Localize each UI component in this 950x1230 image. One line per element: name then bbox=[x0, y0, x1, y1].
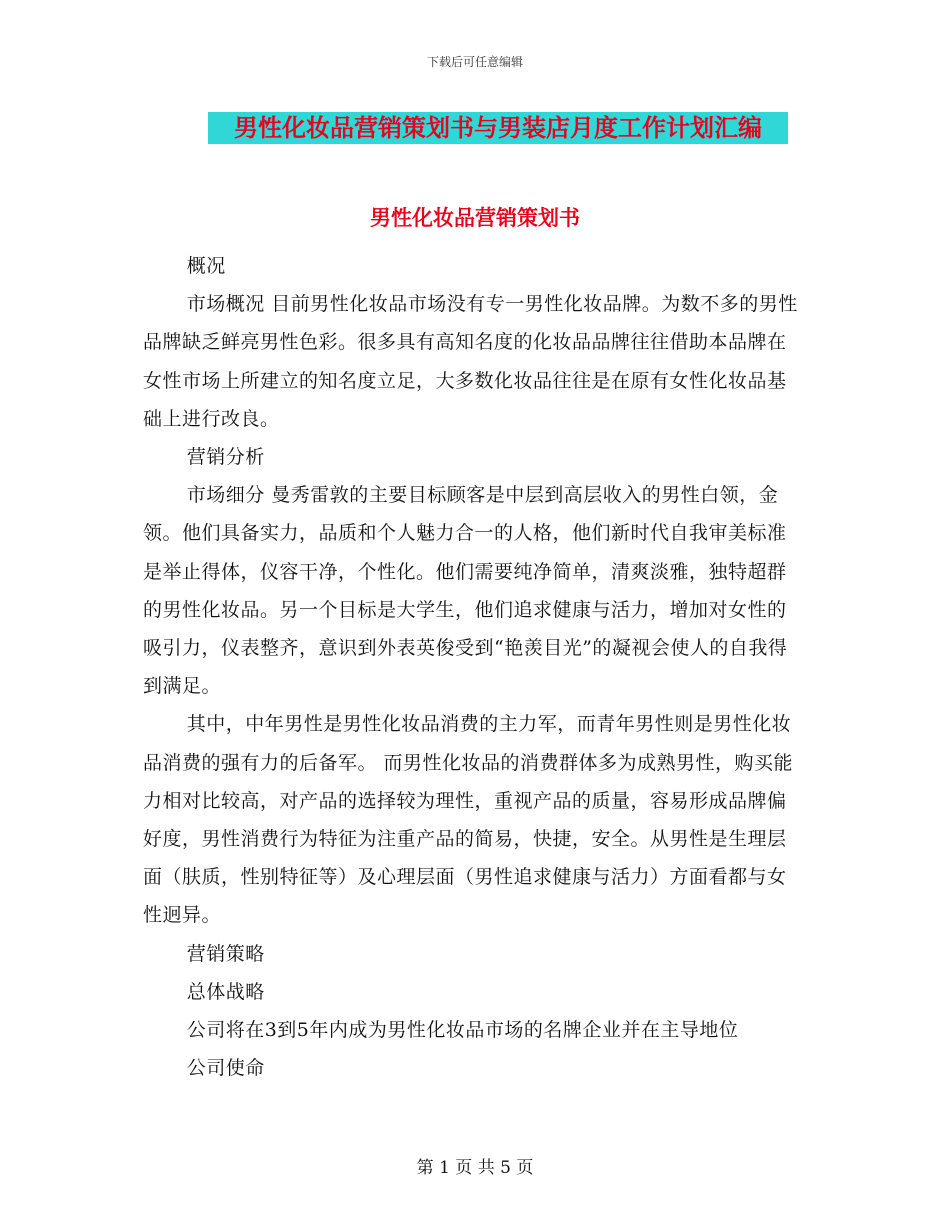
paragraph-overall-strategy-heading: 总体战略 bbox=[186, 980, 265, 1003]
section-title: 男性化妆品营销策划书 bbox=[370, 205, 580, 230]
paragraph-marketing-analysis-heading: 营销分析 bbox=[186, 446, 265, 469]
document-body bbox=[143, 247, 799, 1087]
paragraph-marketing-strategy-heading: 营销策略 bbox=[186, 942, 265, 965]
document-title: 男性化妆品营销策划书与男装店月度工作计划汇编 bbox=[208, 112, 788, 144]
paragraph-consumer-groups: 其中，中年男性是男性化妆品消费的主力军，而青年男性则是男性化妆品消费的强有力的后备军。 而男性化妆品的消费群体多为成熟男性，购买能力相对比较高，对产品的选择较为理性，重视产品的质量，容易形成品牌偏好度，男性消费行为特征为注重产品的简易，快捷，安全。从男性是生理层面（肤质，性别特征等）及心理层面（男性追求健康与活力）方面看都与女性迥异。 bbox=[143, 713, 794, 927]
header-note: 下载后可任意编辑 bbox=[426, 55, 523, 69]
paragraph-company-mission-heading: 公司使命 bbox=[186, 1057, 265, 1080]
page-number: 第 1 页 共 5 页 bbox=[416, 1158, 534, 1178]
paragraph-company-goal: 公司将在3到5年内成为男性化妆品市场的名牌企业并在主导地位 bbox=[186, 1019, 739, 1042]
paragraph-market-overview: 市场概况 目前男性化妆品市场没有专一男性化妆品牌。为数不多的男性品牌缺乏鲜亮男性色彩。很多具有高知名度的化妆品品牌往往借助本品牌在女性市场上所建立的知名度立足，大多数化妆品往往是在原有女性化妆品基础上进行改良。 bbox=[143, 293, 798, 430]
paragraph-overview-heading: 概况 bbox=[186, 255, 226, 277]
paragraph-market-segmentation: 市场细分 曼秀雷敦的主要目标顾客是中层到高层收入的男性白领，金领。他们具备实力，品质和个人魅力合一的人格，他们新时代自我审美标准是举止得体，仪容干净，个性化。他们需要纯净简单，清爽淡雅，独特超群的男性化妆品。另一个目标是大学生，他们追求健康与活力，增加对女性的吸引力，仪表整齐，意识到外表英俊受到“艳羡目光”的凝视会使人的自我得到满足。 bbox=[143, 484, 788, 698]
